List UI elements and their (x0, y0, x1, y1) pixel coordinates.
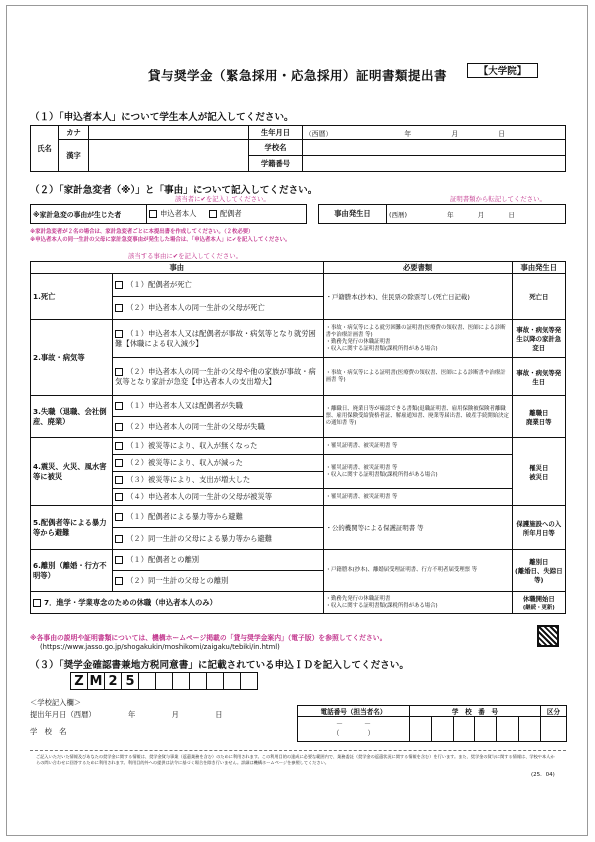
reason-4-3-text: （３）被災等により、支出が増大した (126, 475, 251, 484)
reason-1-label: 1.死亡 (31, 274, 113, 320)
birth-day-label: 日 (498, 129, 506, 138)
reason-2-1[interactable] (113, 320, 324, 358)
applicant-table (30, 125, 566, 172)
reason-6-date: 離別日 (離婚日、失踪日等) (512, 550, 565, 592)
reason-4-4[interactable] (113, 489, 324, 506)
col-date: 事由発生日 (512, 262, 565, 274)
school-no-digit-2[interactable] (431, 717, 453, 742)
id-char-6[interactable] (155, 672, 173, 690)
date-label: 事由発生日 (319, 205, 387, 224)
reason-7-date-note: (継続・更新) (522, 604, 555, 611)
reason-4-docs-3: ・罹災証明書、被災証明書 等 (323, 489, 512, 506)
checkbox-4-3[interactable] (115, 476, 123, 484)
student-no-label: 学籍番号 (249, 156, 303, 172)
id-char-4[interactable]: 5 (121, 672, 139, 690)
checkbox-2-2[interactable] (115, 368, 123, 376)
school-no-digit-5[interactable] (497, 717, 519, 742)
category-badge: 【大学院】 (467, 63, 538, 78)
checkbox-2-1[interactable] (115, 330, 123, 338)
school-label: 学校名 (249, 140, 303, 156)
student-no-field[interactable] (303, 156, 566, 172)
reason-5-label: 5.配偶者等による暴力等から避難 (31, 506, 113, 550)
phone-label: 電話番号（担当者名） (298, 706, 410, 717)
date-table (318, 204, 566, 224)
occurrence-table (30, 204, 307, 224)
reason-1-2-text: （２）申込者本人の同一生計の父母が死亡 (126, 303, 265, 312)
checkbox-3-1[interactable] (115, 402, 123, 410)
school-no-digit-4[interactable] (475, 717, 497, 742)
id-char-9[interactable] (206, 672, 224, 690)
checkbox-1-2[interactable] (115, 304, 123, 312)
kana-label: カナ (59, 126, 89, 140)
reason-4-1-text: （１）被災等により、収入が無くなった (126, 441, 258, 450)
arrow-note-1: 該当者に✔を記入してください。 (175, 195, 270, 203)
id-char-2[interactable]: M (87, 672, 105, 690)
section1-heading: （１）「申込者本人」について学生本人が記入してください。 (30, 112, 294, 123)
checkbox-1-1[interactable] (115, 281, 123, 289)
privacy-notice: ご記入いただいた情報及びあなたの奨学金に関する情報は、奨学金貸与事業（返還業務を含む）のために利用されます。この利用目的の達成に必要な範囲内で、業務委託（奨学金の返還状況に関する情報を含む）を行います。また、奨学金の貸与に関する情報は、学校や本人からの問い合わせに回答するために利用されます。利用目的外への提供は法令に基づく場合を除き行いません。詳細は機構ホームページを参照してください。 (36, 754, 555, 765)
section3-heading: （３）「奨学金確認書兼地方税同意書」に記載されている申込ＩＤを記入してください。 (30, 660, 409, 671)
form-title: 貸与奨学金（緊急採用・応急採用）証明書類提出書 (147, 68, 447, 83)
submit-date-label: 提出年月日（西暦） (30, 710, 96, 719)
qr-code-icon (537, 625, 559, 647)
reason-7-docs: ・勤務先発行の休職証明書 ・収入に関する証明書類(課税所得がある場合) (323, 592, 512, 614)
school-name-label: 学 校 名 (30, 727, 67, 736)
self-option-label: 申込者本人 (160, 209, 197, 218)
submit-year-label: 年 (128, 710, 136, 719)
birth-month-label: 月 (451, 129, 459, 138)
id-char-1[interactable]: Z (70, 672, 88, 690)
reason-6-1-text: （１）配偶者との離別 (126, 555, 200, 564)
occurrence-label: ※家計急変の事由が生じた者 (31, 205, 147, 224)
reason-6-docs: ・戸籍謄本(抄本)、離婚届受理証明書、行方不明者届受理票 等 (323, 550, 512, 592)
id-char-3[interactable]: 2 (104, 672, 122, 690)
reason-4-1[interactable] (113, 438, 324, 455)
id-char-11[interactable] (240, 672, 258, 690)
reason-2-date-2: 事故・病気等発生日 (512, 358, 565, 396)
school-field[interactable] (303, 140, 566, 156)
id-char-7[interactable] (172, 672, 190, 690)
school-no-digit-6[interactable] (518, 717, 540, 742)
reason-3-2-text: （２）申込者本人の同一生計の父母が失職 (126, 422, 265, 431)
reason-5-1[interactable] (113, 506, 324, 528)
school-section-title: ＜学校記入欄＞ (30, 698, 82, 707)
reason-2-2[interactable] (113, 358, 324, 396)
reason-6-2[interactable] (113, 571, 324, 592)
reason-3-docs: ・離職日、廃業日等が確認できる書類(退職証明書、雇用保険被保険者離職票、雇用保険受給資格者証、解雇通知書、廃業等届出書、破産手続開始決定の通知書 等) (323, 396, 512, 438)
kanji-label: 漢字 (59, 140, 89, 172)
footer-divider (30, 750, 566, 751)
checkbox-6-2[interactable] (115, 577, 123, 585)
reason-3-2[interactable] (113, 417, 324, 438)
school-no-digit-1[interactable] (410, 717, 432, 742)
phone-paren: （ ） (332, 729, 375, 737)
submit-date-row (30, 710, 223, 720)
reason-6-1[interactable] (113, 550, 324, 571)
reason-6-2-text: （２）同一生計の父母との離別 (126, 576, 229, 585)
category-field[interactable] (541, 717, 567, 742)
checkbox-4-1[interactable] (115, 442, 123, 450)
checkbox-4-4[interactable] (115, 493, 123, 501)
checkbox-3-2[interactable] (115, 423, 123, 431)
reasons-table (30, 261, 566, 614)
reason-3-1-text: （１）申込者本人又は配偶者が失職 (126, 401, 243, 410)
section2-heading: （２）「家計急変者（※）」と「事由」について記入してください。 (30, 185, 318, 196)
note-two-persons: ※家計急変者が２名の場合は、家計急変者ごとに本提出書を作成してください。（２枚必要） (30, 229, 254, 235)
birth-field[interactable] (303, 126, 566, 140)
submit-month-label: 月 (171, 710, 179, 719)
reason-7-text: 7．進学・学業専念のための休職（申込者本人のみ） (44, 597, 217, 607)
arrow-note-2: 証明書類から転記してください。 (450, 195, 546, 203)
date-year-label: 年 (447, 210, 454, 219)
reason-1-1-text: （１）配偶者が死亡 (126, 280, 192, 289)
birth-label: 生年月日 (249, 126, 303, 140)
reason-5-1-text: （１）配偶者による暴力等から避難 (126, 511, 243, 521)
col-docs: 必要書類 (323, 262, 512, 274)
reason-2-docs-2: ・事故・病気等による証明書(医療費の領収書、医師による診断書や治療計画書 等) (323, 358, 512, 396)
school-no-digit-3[interactable] (453, 717, 475, 742)
date-era: (西暦) (389, 210, 408, 219)
checkbox-6-1[interactable] (115, 556, 123, 564)
checkbox-5-2[interactable] (115, 535, 123, 543)
id-char-5[interactable] (138, 672, 156, 690)
reason-2-label: 2.事故・病気等 (31, 320, 113, 396)
checkbox-4-2[interactable] (115, 459, 123, 467)
reason-2-1-text: （１）申込者本人又は配偶者が事故・病気等となり就労困難【休職による収入減少】 (115, 328, 316, 348)
reason-1-2[interactable] (113, 297, 324, 320)
reason-4-date: 罹災日 被災日 (512, 438, 565, 506)
reason-4-2-text: （２）被災等により、収入が減った (126, 458, 243, 467)
spouse-option-label: 配偶者 (219, 209, 242, 218)
reason-4-2[interactable] (113, 455, 324, 472)
occurrence-options (147, 205, 307, 224)
category-label: 区分 (541, 706, 567, 717)
reason-5-2-text: （２）同一生計の父母による暴力等から避難 (126, 533, 273, 543)
footnote: ※各事由の説明や証明書類については、機構ホームページ掲載の「貸与奨学金案内」（電子版）を参照してください。 (30, 634, 387, 642)
guide-url[interactable]: (https://www.jasso.go.jp/shogakukin/moshikomi/zaigaku/tebiki/in.html) (40, 643, 280, 651)
kanji-field[interactable] (89, 140, 249, 172)
kana-field[interactable] (89, 126, 249, 140)
date-month-label: 月 (477, 210, 485, 219)
reason-7-date (512, 592, 565, 614)
arrow-note-3: 該当する事由に✔を記入してください。 (128, 252, 242, 260)
reason-5-docs: ・公的機関等による保護証明書 等 (323, 506, 512, 550)
reason-1-1[interactable] (113, 274, 324, 297)
birth-year-label: 年 (404, 129, 412, 138)
spouse-checkbox[interactable] (209, 210, 217, 218)
date-day-label: 日 (508, 210, 515, 219)
checkbox-5-1[interactable] (115, 513, 123, 521)
reason-1-date: 死亡日 (512, 274, 565, 320)
phone-field[interactable] (298, 717, 410, 742)
reason-4-docs-1: ・罹災証明書、被災証明書 等 (323, 438, 512, 455)
date-field[interactable] (387, 205, 566, 224)
reason-6-label: 6.離別（離婚・行方不明等） (31, 550, 113, 592)
application-id-boxes[interactable] (70, 672, 257, 691)
reason-3-date: 離職日 廃業日等 (512, 396, 565, 438)
id-char-10[interactable] (223, 672, 241, 690)
reason-7-date-text: 休職開始日 (522, 594, 555, 603)
reason-3-1[interactable] (113, 396, 324, 417)
reason-1-docs: ・戸籍謄本(抄本)、住民票の除票写し(死亡日記載) (323, 274, 512, 320)
reason-4-docs-2: ・罹災証明書、被災証明書 等 ・収入に関する証明書類(課税所得がある場合) (323, 455, 512, 489)
birth-era: （西暦） (305, 129, 333, 138)
phone-mask: － － (336, 720, 371, 728)
reason-4-3[interactable] (113, 472, 324, 489)
reason-4-4-text: （４）申込者本人の同一生計の父母が被災等 (126, 492, 273, 501)
school-no-label: 学 校 番 号 (410, 706, 541, 717)
reason-2-date-1: 事故・病気等発生以降の家計急変日 (512, 320, 565, 358)
school-info-table (297, 705, 567, 742)
id-char-8[interactable] (189, 672, 207, 690)
reason-5-date: 保護施設への入所年月日等 (512, 506, 565, 550)
self-checkbox[interactable] (149, 210, 157, 218)
reason-3-label: 3.失職（退職、会社倒産、廃業） (31, 396, 113, 438)
reason-4-label: 4.震災、火災、風水害等に被災 (31, 438, 113, 506)
reason-2-2-text: （２）申込者本人の同一生計の父母や他の家族が事故・病気等となり家計が急変【申込者本人の支出増大】 (115, 366, 316, 386)
col-reason: 事由 (31, 262, 324, 274)
reason-7[interactable] (31, 592, 324, 614)
reason-5-2[interactable] (113, 528, 324, 550)
checkbox-7[interactable] (33, 599, 41, 607)
name-label: 氏名 (31, 126, 59, 172)
reason-2-docs-1: ・事故・病気等による就労困難の証明書(医療費の領収書、医師による診断書や治療計画書 等) ・勤務先発行の休職証明書 ・収入に関する証明書類(課税所得がある場合) (323, 320, 512, 358)
note-parents: ※申込者本人の同一生計の父母に家計急変事由が発生した場合は、「申込者本人」に✔を記入してください。 (30, 237, 291, 243)
submit-day-label: 日 (215, 710, 223, 719)
form-version: (25．04) (531, 772, 555, 778)
